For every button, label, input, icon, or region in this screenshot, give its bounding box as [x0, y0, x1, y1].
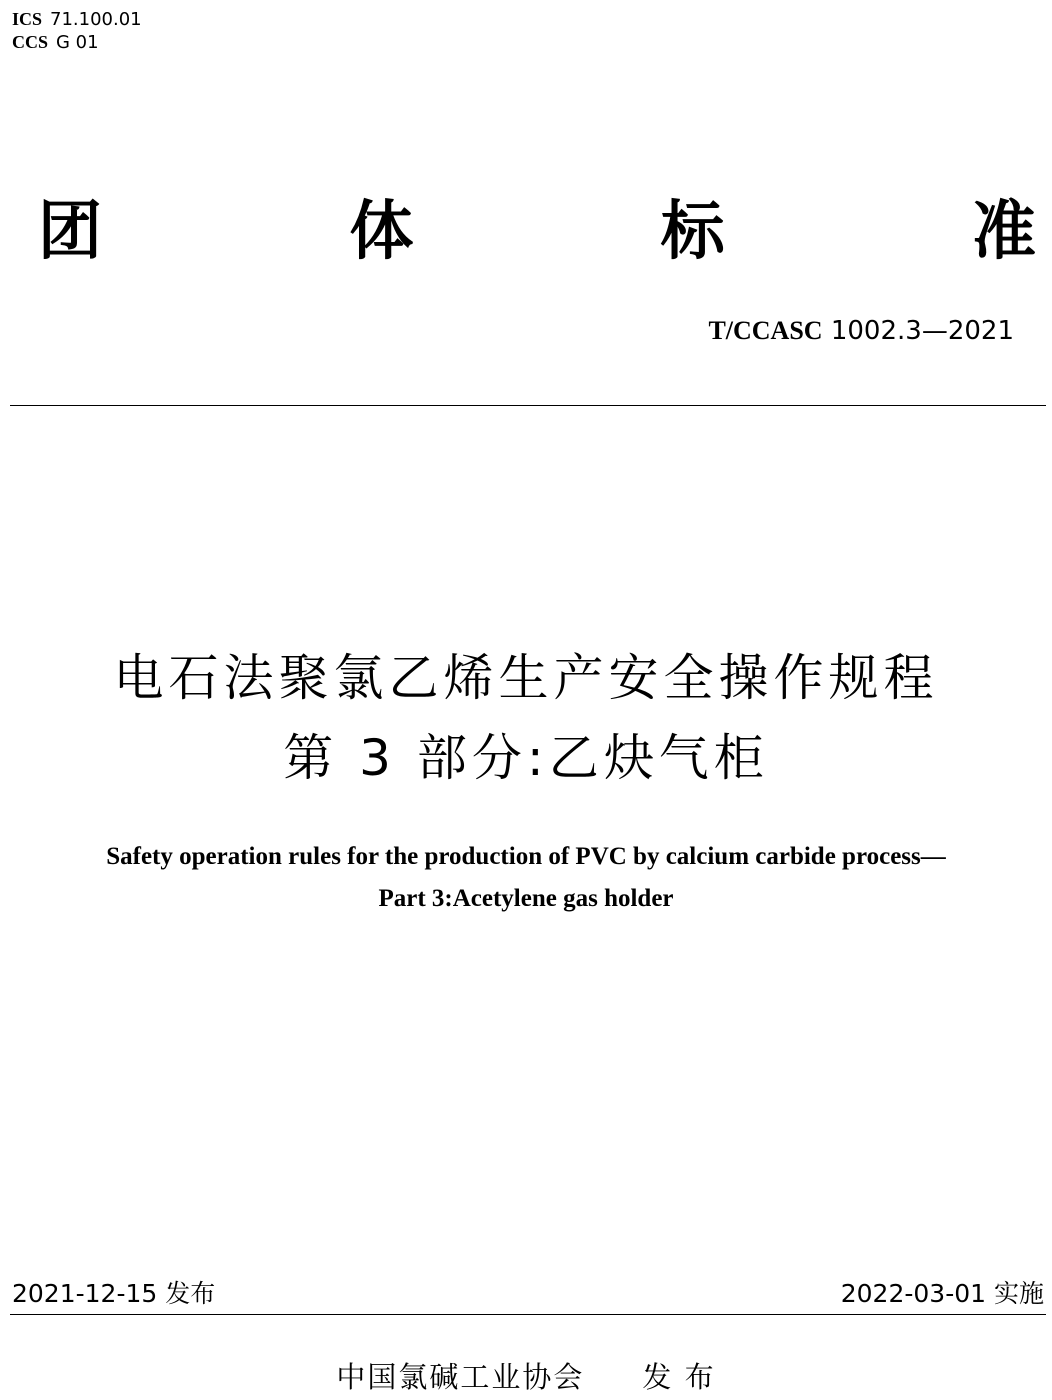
ccs-label: CCS	[12, 32, 49, 52]
heading-char: 标	[660, 195, 725, 269]
title-en-line2: Part 3:Acetylene gas holder	[378, 885, 674, 912]
heading-char: 体	[349, 195, 414, 269]
title-cn-line2: 第 3 部分:乙炔气柜	[283, 729, 769, 787]
ccs-code	[12, 31, 99, 54]
bottom-divider	[10, 1314, 1046, 1315]
standard-number	[708, 314, 1014, 348]
heading-char: 准	[971, 195, 1036, 269]
standard-number-prefix: T/CCASC	[708, 316, 823, 345]
title-en-line1: Safety operation rules for the production of PVC by calcium carbide process—	[106, 843, 946, 870]
publisher-name: 中国氯碱工业协会	[336, 1360, 585, 1394]
standard-number-value: 1002.3—2021	[830, 316, 1014, 346]
ics-code	[12, 8, 142, 31]
publisher-action: 发 布	[642, 1360, 716, 1394]
implement-date: 2022-03-01 实施	[840, 1279, 1044, 1308]
ics-label: ICS	[12, 9, 43, 29]
ics-value: 71.100.01	[50, 9, 142, 30]
top-divider	[10, 405, 1046, 406]
standard-type-heading	[38, 196, 1036, 268]
publish-date: 2021-12-15 发布	[12, 1279, 216, 1308]
publisher	[0, 1358, 1052, 1396]
title-cn-line1: 电石法聚氯乙烯生产安全操作规程	[113, 649, 939, 707]
heading-char: 团	[38, 195, 102, 269]
ccs-value: G 01	[56, 32, 99, 53]
